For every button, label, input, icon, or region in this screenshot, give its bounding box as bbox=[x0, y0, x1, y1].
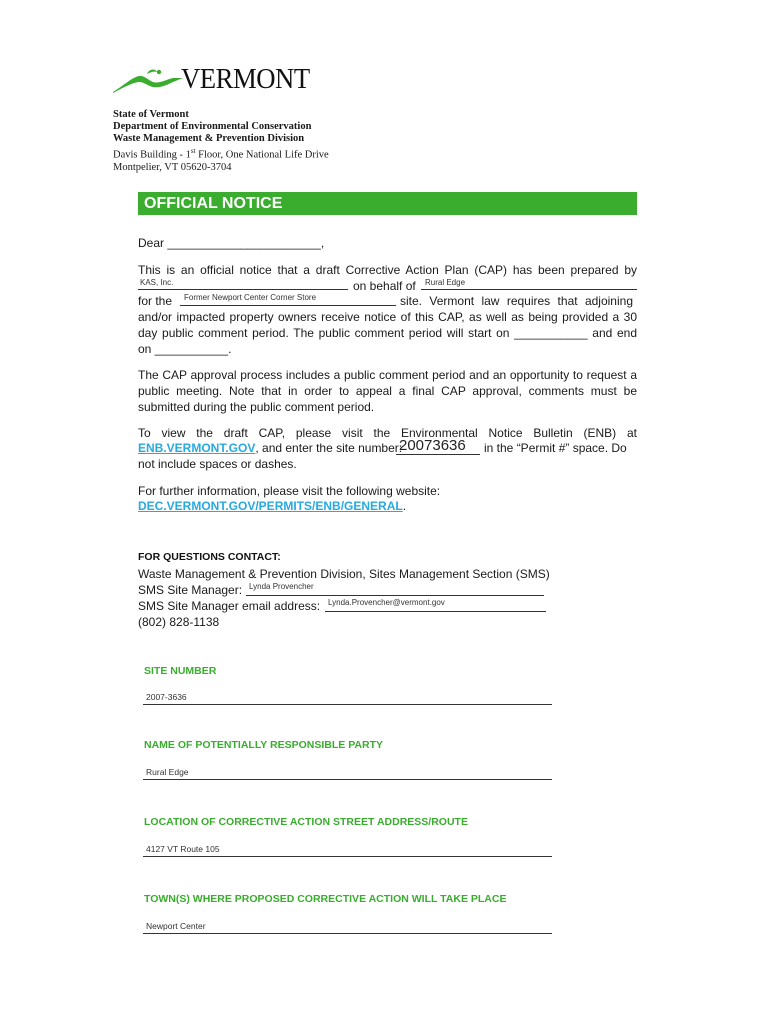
site-number-inline-underline bbox=[396, 454, 480, 455]
agency-address-line2: Montpelier, VT 05620-3704 bbox=[113, 161, 232, 173]
p1-line4: and/or impacted property owners receive notice of this CAP, as well as being provided a 30 bbox=[138, 310, 637, 324]
site-manager-email-underline bbox=[325, 611, 546, 612]
for-the-label: for the bbox=[138, 294, 173, 308]
site-number-heading: SITE NUMBER bbox=[144, 665, 217, 677]
salutation: Dear _______________________, bbox=[138, 236, 325, 250]
agency-line-division: Waste Management & Prevention Division bbox=[113, 133, 305, 144]
agency-line-state: State of Vermont bbox=[113, 109, 189, 120]
on-behalf-value: Rural Edge bbox=[425, 278, 466, 287]
site-number-inline-value: 20073636 bbox=[399, 437, 466, 454]
vermont-logo-mountain-icon bbox=[113, 66, 185, 94]
site-manager-underline bbox=[246, 595, 544, 596]
prepared-by-underline bbox=[138, 289, 348, 290]
responsible-party-underline bbox=[143, 779, 552, 780]
on-behalf-label: on behalf of bbox=[353, 279, 416, 293]
prepared-by-value: KAS, Inc. bbox=[140, 278, 174, 287]
contact-heading: FOR QUESTIONS CONTACT: bbox=[138, 551, 281, 563]
agency-line-department: Department of Environmental Conservation bbox=[113, 121, 312, 132]
responsible-party-value: Rural Edge bbox=[146, 767, 189, 777]
p3-line2-end: in the “Permit #” space. Do bbox=[484, 441, 627, 455]
towns-heading: TOWN(S) WHERE PROPOSED CORRECTIVE ACTION WILL TAKE PLACE bbox=[144, 893, 507, 905]
p3-line2: ENB.VERMONT.GOV, and enter the site number: bbox=[138, 441, 403, 455]
p1-line6: on ___________. bbox=[138, 342, 232, 356]
p3-line3: not include spaces or dashes. bbox=[138, 457, 297, 471]
site-number-underline bbox=[143, 704, 552, 705]
on-behalf-underline bbox=[421, 289, 637, 290]
site-manager-email-label: SMS Site Manager email address: bbox=[138, 599, 321, 613]
p1-line3-end: site. Vermont law requires that adjoining bbox=[400, 294, 633, 308]
location-heading: LOCATION OF CORRECTIVE ACTION STREET ADDRESS/ROUTE bbox=[144, 816, 468, 828]
p1-line1: This is an official notice that a draft Corrective Action Plan (CAP) has been prepared by bbox=[138, 263, 637, 277]
enb-link[interactable]: ENB.VERMONT.GOV bbox=[138, 441, 256, 455]
contact-phone: (802) 828-1138 bbox=[138, 615, 220, 629]
site-manager-label: SMS Site Manager: bbox=[138, 583, 243, 597]
vermont-logo-text: VERMONT bbox=[181, 63, 310, 95]
p4-line1: For further information, please visit the following website: bbox=[138, 484, 441, 498]
towns-value: Newport Center bbox=[146, 921, 206, 931]
contact-division: Waste Management & Prevention Division, Sites Management Section (SMS) bbox=[138, 567, 550, 581]
location-underline bbox=[143, 856, 552, 857]
official-notice-banner: OFFICIAL NOTICE bbox=[138, 192, 637, 215]
p4-line2: DEC.VERMONT.GOV/PERMITS/ENB/GENERAL. bbox=[138, 499, 407, 513]
p2-line1: The CAP approval process includes a public comment period and an opportunity to request a bbox=[138, 368, 637, 382]
site-number-value: 2007-3636 bbox=[146, 692, 187, 702]
towns-underline bbox=[143, 933, 552, 934]
agency-address-line1: Davis Building - 1st Floor, One National Life Drive bbox=[113, 147, 329, 161]
p3-line1: To view the draft CAP, please visit the Environmental Notice Bulletin (ENB) at bbox=[138, 426, 637, 440]
site-name-value: Former Newport Center Corner Store bbox=[184, 293, 317, 302]
site-name-underline bbox=[180, 305, 396, 306]
site-manager-value: Lynda Provencher bbox=[249, 582, 314, 591]
p1-line5: day public comment period. The public comment period will start on ___________ and end bbox=[138, 326, 637, 340]
location-value: 4127 VT Route 105 bbox=[146, 844, 220, 854]
p2-line3: submitted during the public comment period. bbox=[138, 400, 375, 414]
p2-line2: public meeting. Note that in order to appeal a final CAP approval, comments must be bbox=[138, 384, 637, 398]
dec-general-link[interactable]: DEC.VERMONT.GOV/PERMITS/ENB/GENERAL bbox=[138, 499, 403, 513]
agency-block bbox=[113, 109, 329, 174]
site-manager-email-value: Lynda.Provencher@vermont.gov bbox=[328, 598, 445, 607]
responsible-party-heading: NAME OF POTENTIALLY RESPONSIBLE PARTY bbox=[144, 739, 383, 751]
